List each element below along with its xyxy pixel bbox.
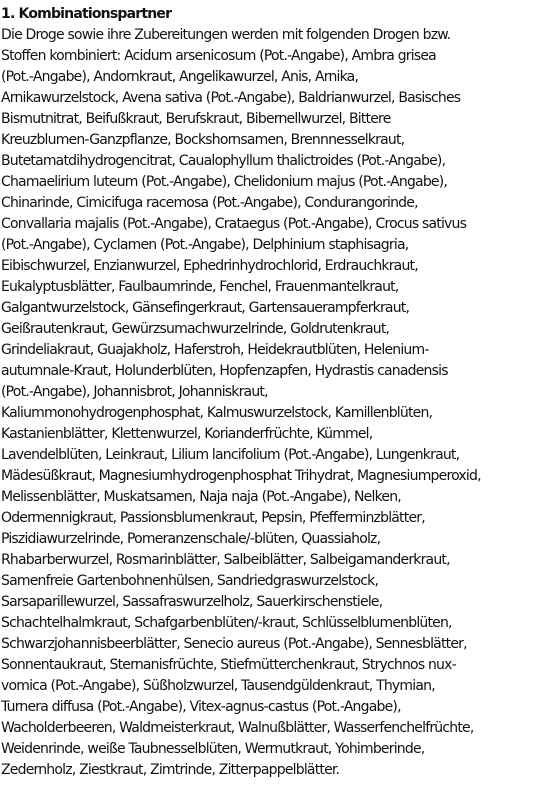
text-line: Wacholderbeeren, Waldmeisterkraut, Walnußblätter, Wasserfenchelfrüchte,	[1, 720, 474, 736]
text-line: autumnale-Kraut, Holunderblüten, Hopfenzapfen, Hydrastis canadensis	[1, 363, 448, 379]
text-line: Kaliummonohydrogenphosphat, Kalmuswurzelstock, Kamillenblüten,	[1, 405, 433, 421]
text-line: Stoffen kombiniert: Acidum arsenicosum (Pot.-Angabe), Ambra grisea	[1, 48, 436, 64]
text-line: Lavendelblüten, Leinkraut, Lilium lancifolium (Pot.-Angabe), Lungenkraut,	[1, 447, 460, 463]
text-line: Bismutnitrat, Beifußkraut, Berufskraut, Bibernellwurzel, Bittere	[1, 111, 391, 127]
text-line: Convallaria majalis (Pot.-Angabe), Crataegus (Pot.-Angabe), Crocus sativus	[1, 216, 467, 232]
text-line: Arnikawurzelstock, Avena sativa (Pot.-Angabe), Baldrianwurzel, Basisches	[1, 90, 461, 106]
text-line: Butetamatdihydrogencitrat, Caualophyllum thalictroides (Pot.-Angabe),	[1, 153, 446, 169]
text-line: Eibischwurzel, Enzianwurzel, Ephedrinhydrochlorid, Erdrauchkraut,	[1, 258, 418, 274]
text-line: Kastanienblätter, Klettenwurzel, Korianderfrüchte, Kümmel,	[1, 426, 373, 442]
text-line: (Pot.-Angabe), Cyclamen (Pot.-Angabe), Delphinium staphisagria,	[1, 237, 409, 253]
text-line: vomica (Pot.-Angabe), Süßholzwurzel, Tausendgüldenkraut, Thymian,	[1, 678, 435, 694]
text-line: Mädesüßkraut, Magnesiumhydrogenphosphat Trihydrat, Magnesiumperoxid,	[1, 468, 481, 484]
text-line: Schachtelhalmkraut, Schafgarbenblüten/-kraut, Schlüsselblumenblüten,	[1, 615, 452, 631]
text-line: Kreuzblumen-Ganzpflanze, Bockshornsamen, Brennnesselkraut,	[1, 132, 405, 148]
text-line: Rhabarberwurzel, Rosmarinblätter, Salbeiblätter, Salbeigamanderkraut,	[1, 552, 450, 568]
text-line: (Pot.-Angabe), Andornkraut, Angelikawurzel, Anis, Arnika,	[1, 69, 359, 85]
text-line: Sonnentaukraut, Sternanisfrüchte, Stiefmütterchenkraut, Strychnos nux-	[1, 657, 456, 673]
text-line: Turnera diffusa (Pot.-Angabe), Vitex-agnus-castus (Pot.-Angabe),	[1, 699, 401, 715]
text-line: Galgantwurzelstock, Gänsefingerkraut, Gartensauerampferkraut,	[1, 300, 410, 316]
text-line: Weidenrinde, weiße Taubnesselblüten, Wermutkraut, Yohimberinde,	[1, 741, 425, 757]
text-line: Grindeliakraut, Guajakholz, Haferstroh, Heidekrautblüten, Helenium-	[1, 342, 429, 358]
text-line: Eukalyptusblätter, Faulbaumrinde, Fenchel, Frauenmantelkraut,	[1, 279, 399, 295]
text-line: (Pot.-Angabe), Johannisbrot, Johanniskraut,	[1, 384, 268, 400]
text-line: Zedernholz, Ziestkraut, Zimtrinde, Zitterpappelblätter.	[1, 762, 340, 778]
text-line: Schwarzjohannisbeerblätter, Senecio aureus (Pot.-Angabe), Sennesblätter,	[1, 636, 467, 652]
text-line: Samenfreie Gartenbohnenhülsen, Sandriedgraswurzelstock,	[1, 573, 379, 589]
text-line: Die Droge sowie ihre Zubereitungen werden mit folgenden Drogen bzw.	[1, 27, 451, 43]
text-line: Geißrautenkraut, Gewürzsumachwurzelrinde, Goldrutenkraut,	[1, 321, 390, 337]
text-line: Chamaelirium luteum (Pot.-Angabe), Chelidonium majus (Pot.-Angabe),	[1, 174, 448, 190]
section-heading: 1. Kombinationspartner	[1, 6, 172, 22]
document-section	[0, 4, 540, 781]
text-line: Odermennigkraut, Passionsblumenkraut, Pepsin, Pfefferminzblätter,	[1, 510, 425, 526]
text-line: Chinarinde, Cimicifuga racemosa (Pot.-Angabe), Condurangorinde,	[1, 195, 418, 211]
text-line: Piszidiawurzelrinde, Pomeranzenschale/-blüten, Quassiaholz,	[1, 531, 381, 547]
text-line: Melissenblätter, Muskatsamen, Naja naja (Pot.-Angabe), Nelken,	[1, 489, 401, 505]
text-line: Sarsaparillewurzel, Sassafraswurzelholz, Sauerkirschenstiele,	[1, 594, 383, 610]
section-body	[0, 25, 540, 781]
